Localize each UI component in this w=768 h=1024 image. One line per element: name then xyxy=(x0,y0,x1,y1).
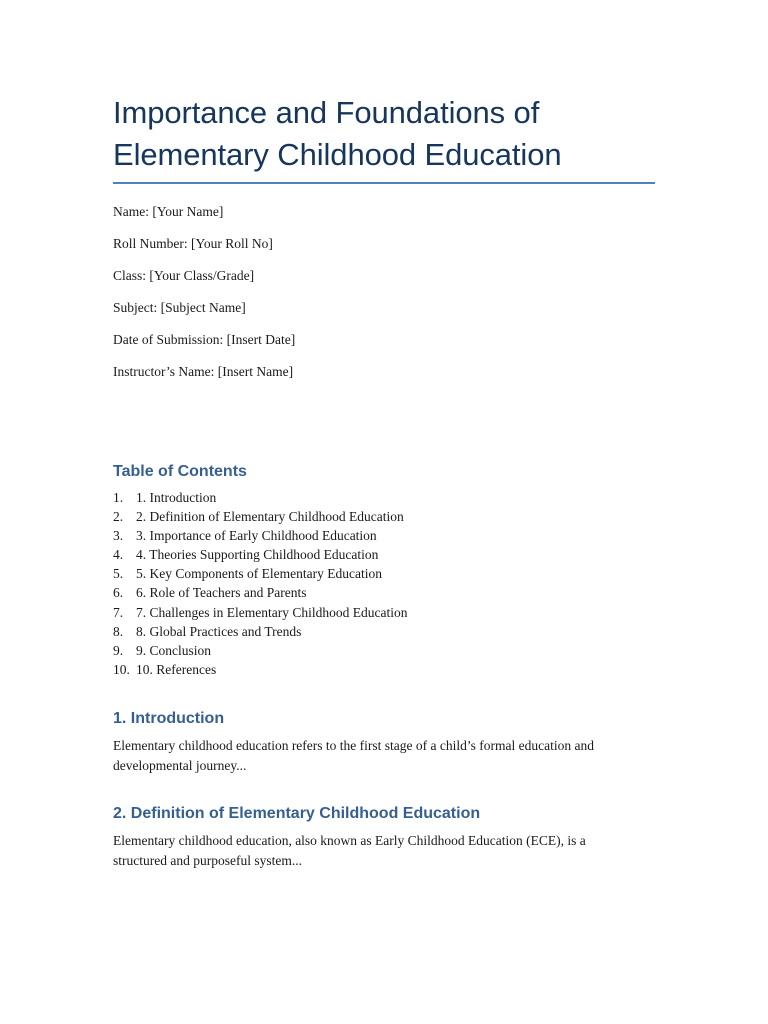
document-title xyxy=(113,92,655,176)
toc-item-text: 9. Conclusion xyxy=(136,642,212,658)
toc-item xyxy=(113,545,407,564)
toc-item xyxy=(113,507,407,526)
definition-body xyxy=(113,831,655,871)
toc-item-number: 3. xyxy=(113,528,124,544)
toc-item-number: 7. xyxy=(113,604,124,620)
introduction-body xyxy=(113,736,655,776)
toc-item-text: 2. Definition of Elementary Childhood Education xyxy=(136,509,404,525)
student-info-block xyxy=(113,204,655,396)
date-of-submission-line: Date of Submission: [Insert Date] xyxy=(113,332,296,347)
title-underline xyxy=(113,182,655,184)
toc-item-number: 2. xyxy=(113,509,124,525)
toc-item xyxy=(113,526,407,545)
toc-item-number: 4. xyxy=(113,547,124,563)
toc-item xyxy=(113,603,407,622)
toc-item-number: 10. xyxy=(113,661,130,677)
toc-item-text: 3. Importance of Early Childhood Education xyxy=(136,528,377,544)
toc-list xyxy=(113,488,407,679)
subject-line: Subject: [Subject Name] xyxy=(113,300,246,315)
definition-body-line-2: structured and purposeful system... xyxy=(113,853,302,868)
toc-item-text: 5. Key Components of Elementary Education xyxy=(136,566,382,582)
title-line-2: Elementary Childhood Education xyxy=(113,137,562,172)
introduction-heading: 1. Introduction xyxy=(113,710,225,727)
toc-item xyxy=(113,564,407,583)
instructor-name-line: Instructor’s Name: [Insert Name] xyxy=(113,364,294,379)
toc-item-text: 1. Introduction xyxy=(136,490,217,505)
toc-item-number: 5. xyxy=(113,566,124,582)
toc-item xyxy=(113,488,407,507)
name-line: Name: [Your Name] xyxy=(113,204,224,219)
roll-number-line: Roll Number: [Your Roll No] xyxy=(113,236,273,251)
toc-item-number: 1. xyxy=(113,490,124,505)
document-page xyxy=(113,92,655,868)
toc-item-number: 6. xyxy=(113,585,124,601)
toc-item xyxy=(113,641,407,660)
toc-item-number: 9. xyxy=(113,642,124,658)
toc-item xyxy=(113,622,407,641)
toc-item-text: 7. Challenges in Elementary Childhood Education xyxy=(136,604,408,620)
introduction-body-line-1: Elementary childhood education refers to the first stage of a child’s formal education and xyxy=(113,738,594,753)
toc-item-number: 8. xyxy=(113,623,124,639)
definition-body-line-1: Elementary childhood education, also known as Early Childhood Education (ECE), is a xyxy=(113,833,586,848)
toc-item xyxy=(113,660,407,679)
toc-heading: Table of Contents xyxy=(113,463,247,480)
toc-item-text: 8. Global Practices and Trends xyxy=(136,623,302,639)
toc-item xyxy=(113,583,407,602)
class-line: Class: [Your Class/Grade] xyxy=(113,268,255,283)
title-line-1: Importance and Foundations of xyxy=(113,95,540,130)
toc-item-text: 10. References xyxy=(136,661,217,677)
definition-heading: 2. Definition of Elementary Childhood Education xyxy=(113,805,481,822)
introduction-body-line-2: developmental journey... xyxy=(113,758,247,773)
toc-item-text: 6. Role of Teachers and Parents xyxy=(136,585,307,601)
toc-item-text: 4. Theories Supporting Childhood Education xyxy=(136,547,379,563)
